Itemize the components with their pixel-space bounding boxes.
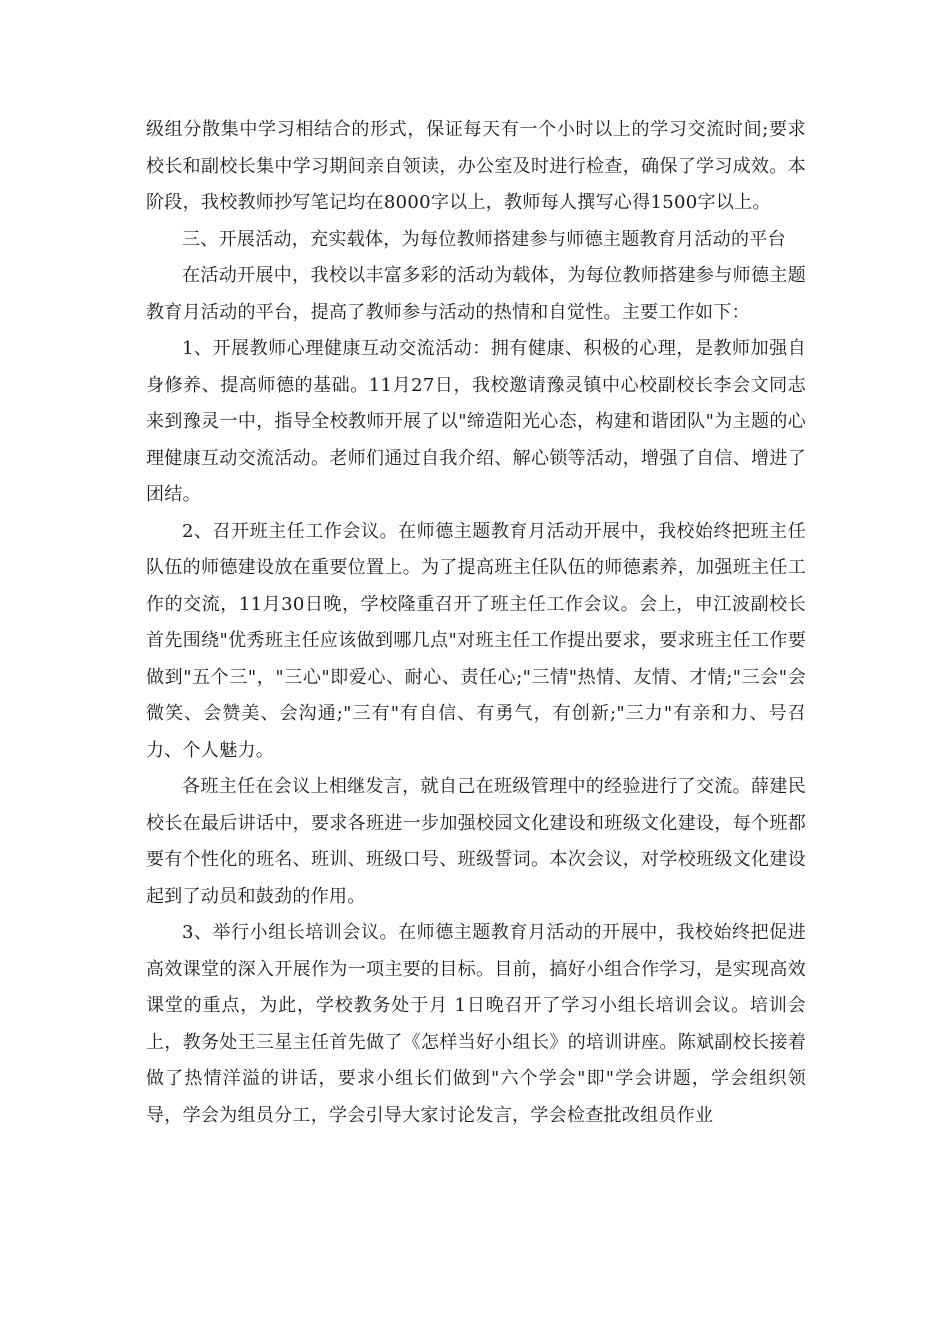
paragraph-item-2-continued: 各班主任在会议上相继发言，就自己在班级管理中的经验进行了交流。薛建民校长在最后讲话中，要求各班进一步加强校园文化建设和班级文化建设，每个班都要有个性化的班名、班训、班级口号、班级誓词。本次会议，对学校班级文化建设起到了动员和鼓劲的作用。 <box>146 776 806 907</box>
paragraph-section-3-intro: 在活动开展中，我校以丰富多彩的活动为载体，为每位教师搭建参与师德主题教育月活动的平台，提高了教师参与活动的热情和自觉性。主要工作如下： <box>146 265 806 323</box>
paragraph-item-2: 2、召开班主任工作会议。在师德主题教育月活动开展中，我校始终把班主任队伍的师德建设放在重要位置上。为了提高班主任队伍的师德素养，加强班主任工作的交流，11月30日晚，学校隆重召开了班主任工作会议。会上，申江波副校长首先围绕"优秀班主任应该做到哪几点"对班主任工作提出要求，要求班主任工作要做到"五个三"，"三心"即爱心、耐心、责任心;"三情"热情、友情、才情;"三会"会微笑、会赞美、会沟通;"三有"有自信、有勇气，有创新;"三力"有亲和力、号召力、个人魅力。 <box>146 520 806 761</box>
paragraph-item-3: 3、举行小组长培训会议。在师德主题教育月活动的开展中，我校始终把促进高效课堂的深入开展作为一项主要的目标。目前，搞好小组合作学习，是实现高效课堂的重点，为此，学校教务处于月 1日晚召开了学习小组长培训会议。培训会上，教务处王三星主任首先做了《怎样当好小组长》的培训讲座。陈斌副校长接着做了热情洋溢的讲话，要求小组长们做到"六个学会"即"学会讲题，学会组织领导，学会为组员分工，学会引导大家讨论发言，学会检查批改组员作业 <box>146 922 806 1126</box>
section-heading-3: 三、开展活动，充实载体，为每位教师搭建参与师德主题教育月活动的平台 <box>182 228 786 250</box>
paragraph-continued: 级组分散集中学习相结合的形式，保证每天有一个小时以上的学习交流时间;要求校长和副校长集中学习期间亲自领读，办公室及时进行检查，确保了学习成效。本阶段，我校教师抄写笔记均在8000字以上，教师每人撰写心得1500字以上。 <box>146 119 806 213</box>
paragraph-item-1: 1、开展教师心理健康互动交流活动：拥有健康、积极的心理，是教师加强自身修养、提高师德的基础。11月27日，我校邀请豫灵镇中心校副校长李会文同志来到豫灵一中，指导全校教师开展了以"缔造阳光心态，构建和谐团队"为主题的心理健康互动交流活动。老师们通过自我介绍、解心锁等活动，增强了自信、增进了团结。 <box>146 338 806 505</box>
document-body <box>146 112 806 1134</box>
